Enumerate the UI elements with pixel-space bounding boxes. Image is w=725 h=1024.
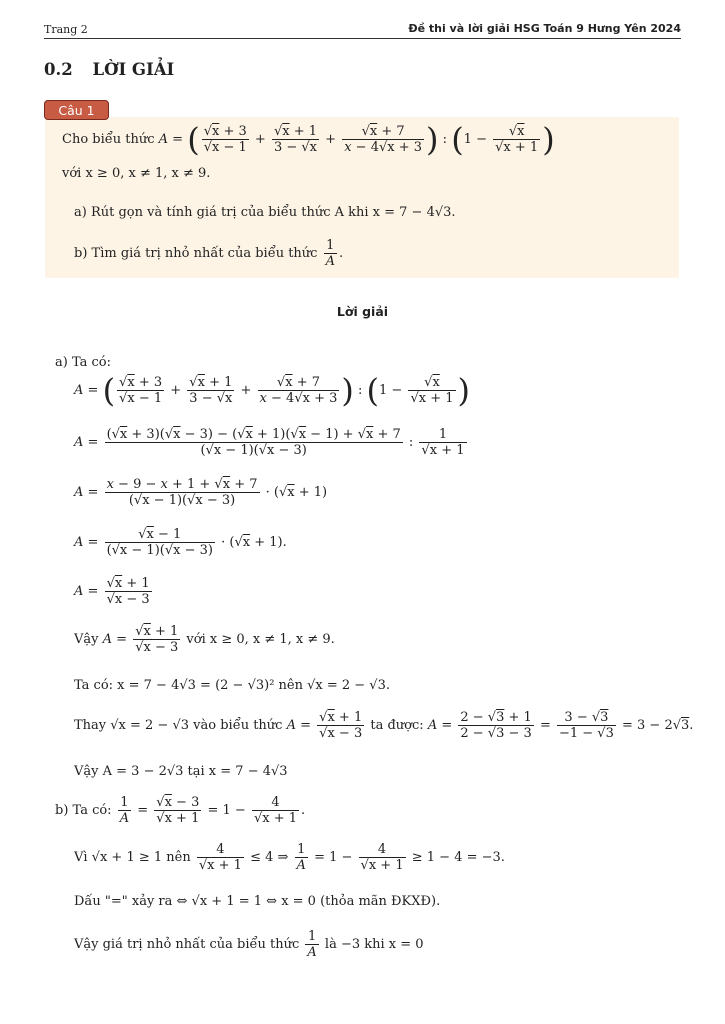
question-badge: Câu 1 — [44, 100, 109, 120]
solution-b-final: Vậy giá trị nhỏ nhất của biểu thức $\frac{1}{A}$ là −3 khi x = 0 — [74, 929, 424, 960]
section-title: LỜI GIẢI — [92, 60, 175, 79]
solution-b-equality: Dấu "=" xảy ra ⇔ √x + 1 = 1 ⇔ x = 0 (thỏa mãn ĐKXĐ). — [74, 894, 441, 909]
solution-b-inequality: Vì √x + 1 ≥ 1 nên $\frac{4}{√x + 1}$ ≤ 4 ⇒ $\frac{1}{A}$ = 1 − $\frac{4}{√x + 1}$ ≥ 1 − 4 = −3. — [74, 842, 505, 873]
solution-title: Lời giải — [336, 304, 389, 319]
question-intro: Cho biểu thức — [62, 132, 155, 147]
page-header — [44, 22, 681, 39]
solution-substitute: Thay √x = 2 − √3 vào biểu thức A = $\frac{√x + 1}{√x - 3}$ ta được: A = $\frac{2 - √3 + 1}{2 - √3 - 3}$ = $\frac{3 - √3}{-1 - √3}$ = 3 − 2√3. — [74, 710, 694, 741]
solution-final-a: Vậy A = 3 − 2√3 tại x = 7 − 4√3 — [74, 764, 288, 779]
question-part-b: b) Tìm giá trị nhỏ nhất của biểu thức $\frac{1}{A}$ . — [74, 238, 344, 269]
section-heading — [44, 60, 174, 79]
solution-b-intro: b) Ta có: $\frac{1}{A}$ = $\frac{√x - 3}{√x + 1}$ = 1 − $\frac{4}{√x + 1}$ . — [55, 795, 306, 826]
question-part-a: a) Rút gọn và tính giá trị của biểu thức A khi x = 7 − 4√3. — [74, 205, 456, 220]
solution-step-5: A = $\frac{√x + 1}{√x - 3}$ — [74, 576, 150, 607]
section-number: 0.2 — [44, 60, 73, 79]
page-number: Trang 2 — [44, 23, 88, 36]
solution-step-1: A = ( $\frac{√x + 3}{√x - 1}$ + $\frac{√x + 1}{3 - √x}$ + $\frac{√x + 7}{x - 4√x + 3}$ ) : (1 − $\frac{√x}{√x + 1}$ ) — [74, 371, 471, 410]
solution-step-2: A = $\frac{(√x + 3)(√x - 3) - (√x + 1)(√x - 1) + √x + 7}{(√x - 1)(√x - 3)}$ : $\frac{1}{√x + 1}$ — [74, 427, 465, 458]
solution-a-label: a) Ta có: — [55, 355, 111, 370]
solution-step-4: A = $\frac{√x - 1}{(√x - 1)(√x - 3)}$ · (√x + 1). — [74, 527, 287, 558]
solution-conclusion-a: Vậy A = $\frac{√x + 1}{√x - 3}$ với x ≥ 0, x ≠ 1, x ≠ 9. — [74, 624, 335, 655]
solution-step-3: A = $\frac{x - 9 - x + 1 + √x + 7}{(√x - 1)(√x - 3)}$ · (√x + 1) — [74, 477, 328, 508]
solution-taco-x: Ta có: x = 7 − 4√3 = (2 − √3)² nên √x = 2 − √3. — [74, 678, 390, 693]
question-domain: với x ≥ 0, x ≠ 1, x ≠ 9. — [62, 166, 211, 181]
document-title: Đề thi và lời giải HSG Toán 9 Hưng Yên 2024 — [408, 22, 681, 35]
question-expression: Cho biểu thức A = ( $\frac{√x + 3}{√x - 1}$ + $\frac{√x + 1}{3 - √x}$ + $\frac{√x + 7}{x - 4√x + 3}$ ) : (1 − $\frac{√x}{√x + 1}$ ) — [62, 120, 555, 159]
